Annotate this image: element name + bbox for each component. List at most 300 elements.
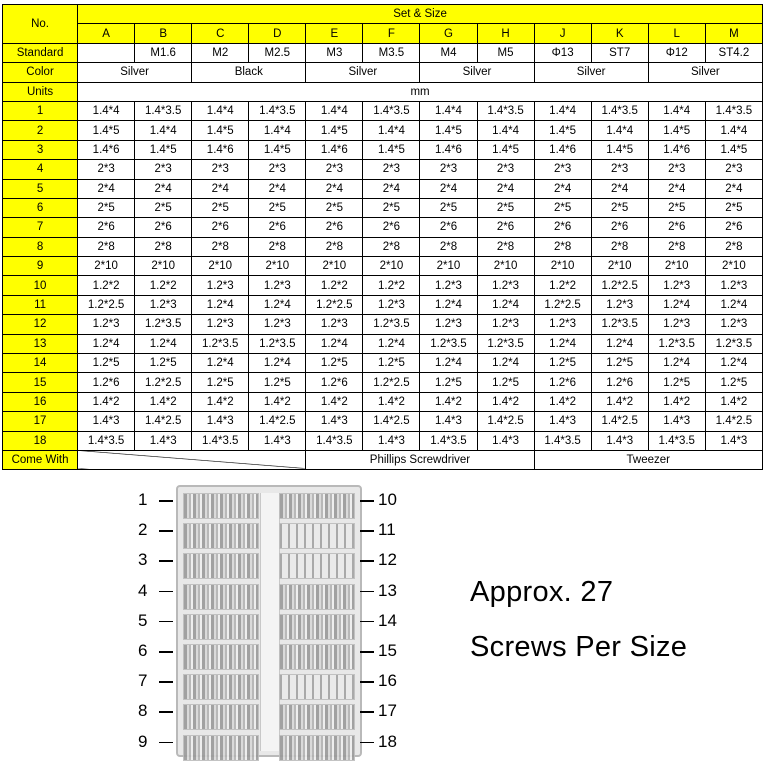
size-cell: 1.2*2 [534,276,591,295]
size-cell: 2*6 [591,218,648,237]
table-row [3,198,763,217]
row-number: 10 [3,276,78,295]
size-cell: 1.4*2.5 [591,412,648,431]
tray-label-left: 3 [138,550,148,570]
size-cell: 1.4*4 [534,101,591,120]
size-cell: 1.4*3.5 [534,431,591,450]
size-cell: 2*4 [78,179,135,198]
table-row [3,334,763,353]
size-cell: 2*3 [78,160,135,179]
color-cell: Black [192,63,306,82]
size-cell: 1.2*3.5 [192,334,249,353]
size-cell: 1.4*3.5 [192,431,249,450]
tray-compartment-right [279,553,355,579]
size-cell: 1.2*4 [363,334,420,353]
size-cell: 2*4 [192,179,249,198]
size-cell: 2*5 [534,198,591,217]
size-cell: 1.2*2.5 [591,276,648,295]
size-cell: 2*8 [78,237,135,256]
size-cell: 1.2*2.5 [534,295,591,314]
size-cell: 1.2*3.5 [591,315,648,334]
size-cell: 1.4*2 [192,392,249,411]
size-cell: 1.4*2 [363,392,420,411]
tray-compartment-right [279,735,355,761]
tray-label-left: 2 [138,520,148,540]
size-cell: 2*8 [591,237,648,256]
size-cell: 2*8 [705,237,762,256]
tray-label-right: 15 [378,641,397,660]
size-cell: 1.2*6 [591,373,648,392]
column-header-f: F [363,24,420,43]
tray-label-left: 6 [138,641,148,660]
size-cell: 2*4 [705,179,762,198]
size-cell: 2*8 [135,237,192,256]
size-cell: 1.4*2.5 [477,412,534,431]
size-cell: 1.2*3 [477,276,534,295]
tray-label-left: 4 [138,580,148,600]
size-cell: 2*5 [192,198,249,217]
row-number: 8 [3,237,78,256]
size-cell: 2*10 [705,257,762,276]
size-cell: 2*3 [648,160,705,179]
size-cell: 1.4*3 [705,431,762,450]
tray-label-left: 5 [138,610,148,630]
tray-label-right: 16 [378,671,397,691]
size-cell: 2*4 [477,179,534,198]
tray-label-right: 13 [378,580,397,600]
size-cell: 2*10 [249,257,306,276]
tray-label-right: 10 [378,490,397,509]
size-cell: 2*4 [363,179,420,198]
standard-cell: Φ12 [648,43,705,62]
color-label: Color [3,63,78,82]
size-cell: 1.4*2.5 [363,412,420,431]
standard-cell [78,43,135,62]
size-cell: 1.4*5 [249,140,306,159]
size-cell: 1.4*3 [249,431,306,450]
column-header-k: K [591,24,648,43]
size-cell: 1.4*5 [363,140,420,159]
size-cell: 2*5 [363,198,420,217]
size-cell: 2*4 [648,179,705,198]
table-row [3,431,763,450]
size-cell: 1.2*3.5 [363,315,420,334]
size-cell: 1.2*2.5 [135,373,192,392]
standard-cell: M1.6 [135,43,192,62]
size-cell: 1.2*5 [306,354,363,373]
size-cell: 1.4*3.5 [135,101,192,120]
size-cell: 2*8 [420,237,477,256]
size-cell: 2*10 [192,257,249,276]
size-cell: 2*3 [306,160,363,179]
size-cell: 1.2*3 [249,276,306,295]
size-cell: 1.4*2 [477,392,534,411]
size-cell: 1.2*5 [420,373,477,392]
size-cell: 1.2*3 [192,276,249,295]
size-cell: 1.2*5 [648,373,705,392]
tray-pointer-right [360,560,374,562]
row-number: 1 [3,101,78,120]
size-cell: 1.2*4 [648,354,705,373]
row-number: 3 [3,140,78,159]
row-number: 16 [3,392,78,411]
size-cell: 1.2*3 [306,315,363,334]
size-cell: 1.4*6 [420,140,477,159]
size-cell: 1.4*2.5 [249,412,306,431]
tray-pointer-right [360,651,374,653]
size-cell: 2*6 [534,218,591,237]
tray-label-right: 12 [378,550,397,570]
size-cell: 2*8 [363,237,420,256]
size-cell: 1.2*3 [534,315,591,334]
size-cell: 1.2*5 [78,354,135,373]
tray-label-right: 14 [378,610,397,630]
size-cell: 1.2*6 [306,373,363,392]
tray-compartment-right [279,644,355,670]
size-cell: 1.4*3.5 [363,101,420,120]
no-header: No. [3,5,78,44]
row-number: 4 [3,160,78,179]
size-cell: 2*3 [591,160,648,179]
size-cell: 2*10 [420,257,477,276]
size-cell: 1.2*3.5 [648,334,705,353]
size-cell: 1.4*3 [135,431,192,450]
size-cell: 2*4 [249,179,306,198]
row-number: 13 [3,334,78,353]
size-cell: 1.4*2 [534,392,591,411]
size-cell: 1.4*2 [705,392,762,411]
come-with-screwdriver: Phillips Screwdriver [306,450,534,469]
table-row [3,412,763,431]
note-line-2: Screws Per Size [470,631,688,663]
table-row [3,295,763,314]
size-cell: 1.4*2 [591,392,648,411]
size-cell: 1.2*3.5 [705,334,762,353]
tray-pointer-left [159,530,173,532]
tray-compartment-left [183,644,259,670]
size-cell: 1.4*5 [591,140,648,159]
color-cell: Silver [306,63,420,82]
tray-pointer-right [360,500,374,502]
size-cell: 1.4*3 [477,431,534,450]
size-cell: 1.2*2.5 [78,295,135,314]
tray-pointer-right [360,742,374,744]
tray-pointer-right [360,711,374,713]
size-cell: 1.2*4 [477,354,534,373]
come-with-label: Come With [3,450,78,469]
size-cell: 1.2*3 [591,295,648,314]
size-cell: 2*3 [135,160,192,179]
size-cell: 1.2*5 [249,373,306,392]
size-cell: 1.2*4 [135,334,192,353]
tray-pointer-left [159,621,173,623]
units-value: mm [78,82,763,101]
standard-cell: M5 [477,43,534,62]
tray-label-left: 8 [138,701,148,721]
set-size-header: Set & Size [78,5,763,24]
size-cell: 1.2*3 [705,315,762,334]
size-cell: 2*5 [591,198,648,217]
tray-compartment-left [183,523,259,549]
size-cell: 1.4*3.5 [705,101,762,120]
tray-compartment-left [183,493,259,519]
color-cell: Silver [648,63,762,82]
screw-tray-photo [176,485,362,757]
size-cell: 1.2*6 [78,373,135,392]
size-cell: 1.2*3 [420,276,477,295]
size-cell: 1.2*5 [534,354,591,373]
size-cell: 1.4*3.5 [420,431,477,450]
size-cell: 2*4 [534,179,591,198]
size-cell: 1.4*6 [192,140,249,159]
come-with-tweezer: Tweezer [534,450,762,469]
size-cell: 2*6 [705,218,762,237]
size-cell: 1.4*3 [591,431,648,450]
size-cell: 2*8 [306,237,363,256]
size-cell: 2*10 [591,257,648,276]
size-cell: 2*3 [192,160,249,179]
size-cell: 1.2*3 [78,315,135,334]
column-header-d: D [249,24,306,43]
size-cell: 1.2*4 [192,295,249,314]
size-cell: 2*4 [135,179,192,198]
size-cell: 1.4*2 [306,392,363,411]
size-cell: 2*6 [420,218,477,237]
column-header-m: M [705,24,762,43]
size-cell: 1.2*4 [249,354,306,373]
size-cell: 1.2*5 [135,354,192,373]
size-cell: 1.2*4 [534,334,591,353]
size-cell: 1.2*5 [363,354,420,373]
tray-label-left: 7 [138,671,148,691]
size-cell: 1.2*5 [192,373,249,392]
size-cell: 1.4*4 [192,101,249,120]
standard-cell: M2 [192,43,249,62]
size-cell: 2*3 [420,160,477,179]
tray-compartment-left [183,614,259,640]
size-cell: 1.2*4 [477,295,534,314]
size-cell: 1.4*4 [306,101,363,120]
tray-label-left: 9 [138,731,148,751]
tray-compartment-left [183,735,259,761]
size-cell: 1.4*3 [534,412,591,431]
size-cell: 2*4 [306,179,363,198]
size-cell: 2*6 [306,218,363,237]
tray-compartment-right [279,523,355,549]
size-cell: 1.4*5 [534,121,591,140]
column-header-c: C [192,24,249,43]
size-cell: 1.4*3 [192,412,249,431]
size-cell: 1.2*2.5 [363,373,420,392]
size-cell: 1.4*5 [135,140,192,159]
size-cell: 1.4*4 [591,121,648,140]
size-cell: 2*6 [78,218,135,237]
color-cell: Silver [78,63,192,82]
size-cell: 2*3 [477,160,534,179]
size-cell: 1.4*3.5 [591,101,648,120]
size-cell: 1.4*4 [363,121,420,140]
size-cell: 1.4*4 [705,121,762,140]
size-cell: 1.2*3 [477,315,534,334]
size-cell: 2*4 [591,179,648,198]
size-cell: 1.2*2 [306,276,363,295]
tray-pointer-left [159,560,173,562]
color-cell: Silver [534,63,648,82]
size-cell: 1.4*5 [705,140,762,159]
row-number: 7 [3,218,78,237]
size-cell: 1.2*4 [705,295,762,314]
table-row [3,140,763,159]
size-cell: 1.4*2 [78,392,135,411]
size-cell: 2*8 [249,237,306,256]
size-cell: 2*6 [135,218,192,237]
tray-pointer-left [159,651,173,653]
size-cell: 1.2*5 [477,373,534,392]
size-cell: 1.4*2 [249,392,306,411]
size-cell: 1.4*3 [420,412,477,431]
size-cell: 1.4*3 [648,412,705,431]
column-header-h: H [477,24,534,43]
size-cell: 1.4*2 [420,392,477,411]
row-number: 5 [3,179,78,198]
size-cell: 1.4*4 [420,101,477,120]
size-cell: 1.2*4 [420,295,477,314]
size-cell: 1.2*3 [249,315,306,334]
color-cell: Silver [420,63,534,82]
size-cell: 1.4*3.5 [78,431,135,450]
size-cell: 1.4*2.5 [705,412,762,431]
size-cell: 2*6 [363,218,420,237]
table-row [3,218,763,237]
table-row [3,121,763,140]
column-header-b: B [135,24,192,43]
standard-cell: M3 [306,43,363,62]
size-cell: 1.2*3 [420,315,477,334]
table-row [3,392,763,411]
size-cell: 1.2*4 [192,354,249,373]
size-cell: 2*10 [648,257,705,276]
tray-pointer-left [159,500,173,502]
size-cell: 1.2*3.5 [477,334,534,353]
table-row [3,179,763,198]
size-cell: 1.4*6 [78,140,135,159]
tray-label-right: 11 [378,520,396,540]
size-cell: 2*6 [192,218,249,237]
tray-divider [260,493,280,751]
size-cell: 1.4*4 [249,121,306,140]
row-number: 14 [3,354,78,373]
standard-cell: ST4.2 [705,43,762,62]
size-cell: 1.4*4 [648,101,705,120]
size-cell: 1.2*3 [705,276,762,295]
size-cell: 1.4*2 [648,392,705,411]
tray-compartment-left [183,674,259,700]
tray-pointer-left [159,681,173,683]
table-row [3,315,763,334]
size-cell: 2*3 [249,160,306,179]
standard-cell: M2.5 [249,43,306,62]
size-cell: 1.4*4 [135,121,192,140]
units-label: Units [3,82,78,101]
row-number: 15 [3,373,78,392]
size-cell: 1.2*2.5 [306,295,363,314]
size-cell: 1.4*5 [420,121,477,140]
spec-table [2,4,763,470]
tray-pointer-right [360,681,374,683]
size-cell: 1.2*2 [135,276,192,295]
size-cell: 1.4*3.5 [249,101,306,120]
size-cell: 2*3 [363,160,420,179]
row-number: 9 [3,257,78,276]
size-cell: 1.2*6 [534,373,591,392]
size-cell: 2*10 [306,257,363,276]
size-cell: 1.4*5 [78,121,135,140]
size-cell: 2*5 [477,198,534,217]
note-line-1: Approx. 27 [470,576,614,608]
size-cell: 2*5 [420,198,477,217]
table-row [3,257,763,276]
tray-compartment-right [279,674,355,700]
size-cell: 1.4*3.5 [648,431,705,450]
size-cell: 2*5 [648,198,705,217]
size-cell: 1.2*3 [363,295,420,314]
size-cell: 2*6 [249,218,306,237]
tray-pointer-left [159,711,173,713]
tray-label-right: 17 [378,701,397,721]
tray-compartment-right [279,614,355,640]
size-cell: 1.4*5 [477,140,534,159]
row-number: 17 [3,412,78,431]
row-number: 2 [3,121,78,140]
size-cell: 2*4 [420,179,477,198]
size-cell: 2*6 [477,218,534,237]
tray-pointer-right [360,591,374,593]
size-cell: 2*6 [648,218,705,237]
size-cell: 2*10 [135,257,192,276]
standard-cell: M4 [420,43,477,62]
size-cell: 1.2*4 [249,295,306,314]
column-header-g: G [420,24,477,43]
column-header-j: J [534,24,591,43]
size-cell: 1.2*3.5 [249,334,306,353]
tray-compartment-right [279,704,355,730]
row-number: 18 [3,431,78,450]
size-cell: 2*10 [363,257,420,276]
tray-pointer-left [159,591,173,593]
size-cell: 2*3 [705,160,762,179]
tray-compartment-right [279,493,355,519]
size-cell: 2*5 [306,198,363,217]
size-cell: 1.2*3 [192,315,249,334]
standard-cell: Φ13 [534,43,591,62]
size-cell: 1.2*4 [591,334,648,353]
tray-compartment-left [183,584,259,610]
size-cell: 1.4*4 [477,121,534,140]
size-cell: 1.2*3 [648,315,705,334]
tray-compartment-left [183,704,259,730]
size-cell: 2*5 [249,198,306,217]
table-row [3,237,763,256]
row-number: 12 [3,315,78,334]
size-cell: 1.4*6 [534,140,591,159]
tray-compartment-right [279,584,355,610]
size-cell: 2*3 [534,160,591,179]
column-header-e: E [306,24,363,43]
size-cell: 1.4*3 [363,431,420,450]
table-row [3,354,763,373]
size-cell: 1.2*4 [78,334,135,353]
tray-label-right: 18 [378,731,397,751]
